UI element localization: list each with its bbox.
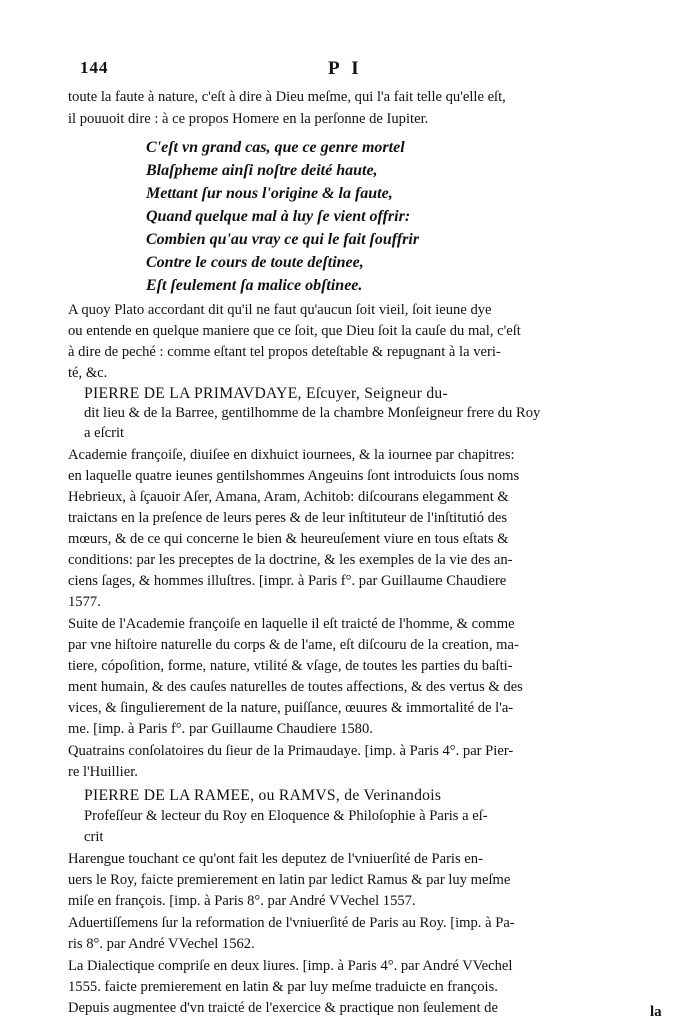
text-line: 1577. [68, 594, 101, 610]
poem-line: Blaſpheme ainſi noſtre deité haute, [146, 162, 378, 179]
poem-line: Contre le cours de toute deſtinee, [146, 254, 364, 271]
text-line: ment humain, & des cauſes naturelles de toutes affections, & des vertus & des [68, 679, 523, 695]
poem-line: Eſt ſeulement ſa malice obſtinee. [146, 277, 363, 294]
text-line: A quoy Plato accordant dit qu'il ne faut qu'aucun ſoit vieil, ſoit ieune dye [68, 302, 492, 318]
text-line: La Dialectique compriſe en deux liures. [imp. à Paris 4°. par André VVechel [68, 958, 513, 974]
poem-line: Quand quelque mal à luy ſe vient offrir: [146, 208, 411, 225]
text-line: Hebrieux, à ſçauoir Aſer, Amana, Aram, Achitob: diſcourans elegamment & [68, 489, 509, 505]
text-line: uers le Roy, faicte premierement en latin par ledict Ramus & par luy meſme [68, 872, 511, 888]
catchword: la [650, 1004, 662, 1020]
text-line: en laquelle quatre ieunes gentilshommes Angeuins ſont introduicts ſous noms [68, 468, 520, 484]
text-line: ciens ſages, & hommes illuſtres. [impr. à Paris f°. par Guillaume Chaudiere [68, 573, 507, 589]
text-line: Academie françoiſe, diuiſee en dixhuict iournees, & la iournee par chapitres: [68, 447, 515, 463]
text-line: Suite de l'Academie françoiſe en laquelle il eſt traicté de l'homme, & comme [68, 616, 515, 632]
text-line: ou entende en quelque maniere que ce ſoit, que Dieu ſoit la cauſe du mal, c'eſt [68, 323, 521, 339]
poem-line: C'eſt vn grand cas, que ce genre mortel [146, 139, 405, 156]
text-line: à dire de peché : comme eſtant tel propos deteſtable & repugnant à la veri- [68, 344, 501, 360]
poem-line: Mettant ſur nous l'origine & la faute, [146, 185, 393, 202]
poem-line: Combien qu'au vray ce qui le fait ſouffrir [146, 231, 420, 248]
text-line: Aduertiſſemens ſur la reformation de l'vniuerſité de Paris au Roy. [imp. à Pa- [68, 915, 515, 931]
text-line: miſe en françois. [imp. à Paris 8°. par André VVechel 1557. [68, 893, 416, 909]
text-line: il pouuoit dire : à ce propos Homere en la perſonne de Iupiter. [68, 111, 429, 127]
text-line: mœurs, & de ce qui concerne le bien & heureuſement viure en tous eſtats & [68, 531, 509, 547]
text-line: 1555. faicte premierement en latin & par luy meſme traduicte en françois. [68, 979, 498, 995]
text-line: re l'Huillier. [68, 764, 138, 780]
text-line: toute la faute à nature, c'eſt à dire à Dieu meſme, qui l'a fait telle qu'elle eſt, [68, 89, 506, 105]
text-line: traictans en la preſence de leurs peres & de leur inſtituteur de l'inſtitutió des [68, 510, 508, 526]
text-line: dit lieu & de la Barree, gentilhomme de la chambre Monſeigneur frere du Roy [84, 405, 541, 421]
text-line: vices, & ſingulierement de la nature, puiſſance, œuures & immortalité de l'a- [68, 700, 514, 716]
text-line: té, &c. [68, 365, 108, 381]
author-heading: PIERRE DE LA RAMEE, ou RAMVS, de Verinandois [84, 787, 442, 804]
page-number: 144 [80, 58, 109, 77]
text-line: Harengue touchant ce qu'ont fait les deputez de l'vniuerſité de Paris en- [68, 851, 483, 867]
text-line: Quatrains conſolatoires du ſieur de la Primaudaye. [imp. à Paris 4°. par Pier- [68, 743, 514, 759]
author-heading: PIERRE DE LA PRIMAVDAYE, Eſcuyer, Seigneur du- [84, 385, 449, 402]
text-line: conditions: par les preceptes de la doctrine, & les exemples de la vie des an- [68, 552, 513, 568]
text-line: tiere, cópoſition, forme, nature, vtilité & vſage, de toutes les parties du baſti- [68, 658, 513, 674]
signature-mark: P I [328, 58, 363, 79]
text-line: Profeſſeur & lecteur du Roy en Eloquence & Philoſophie à Paris a eſ- [84, 808, 488, 824]
text-line: crit [84, 829, 104, 845]
text-line: par vne hiſtoire naturelle du corps & de l'ame, eſt diſcouru de la creation, ma- [68, 637, 519, 653]
text-line: a eſcrit [84, 425, 125, 441]
text-line: me. [imp. à Paris f°. par Guillaume Chaudiere 1580. [68, 721, 373, 737]
text-line: ris 8°. par André VVechel 1562. [68, 936, 255, 952]
text-line: Depuis augmentee d'vn traicté de l'exercice & practique non ſeulement de [68, 1000, 498, 1016]
